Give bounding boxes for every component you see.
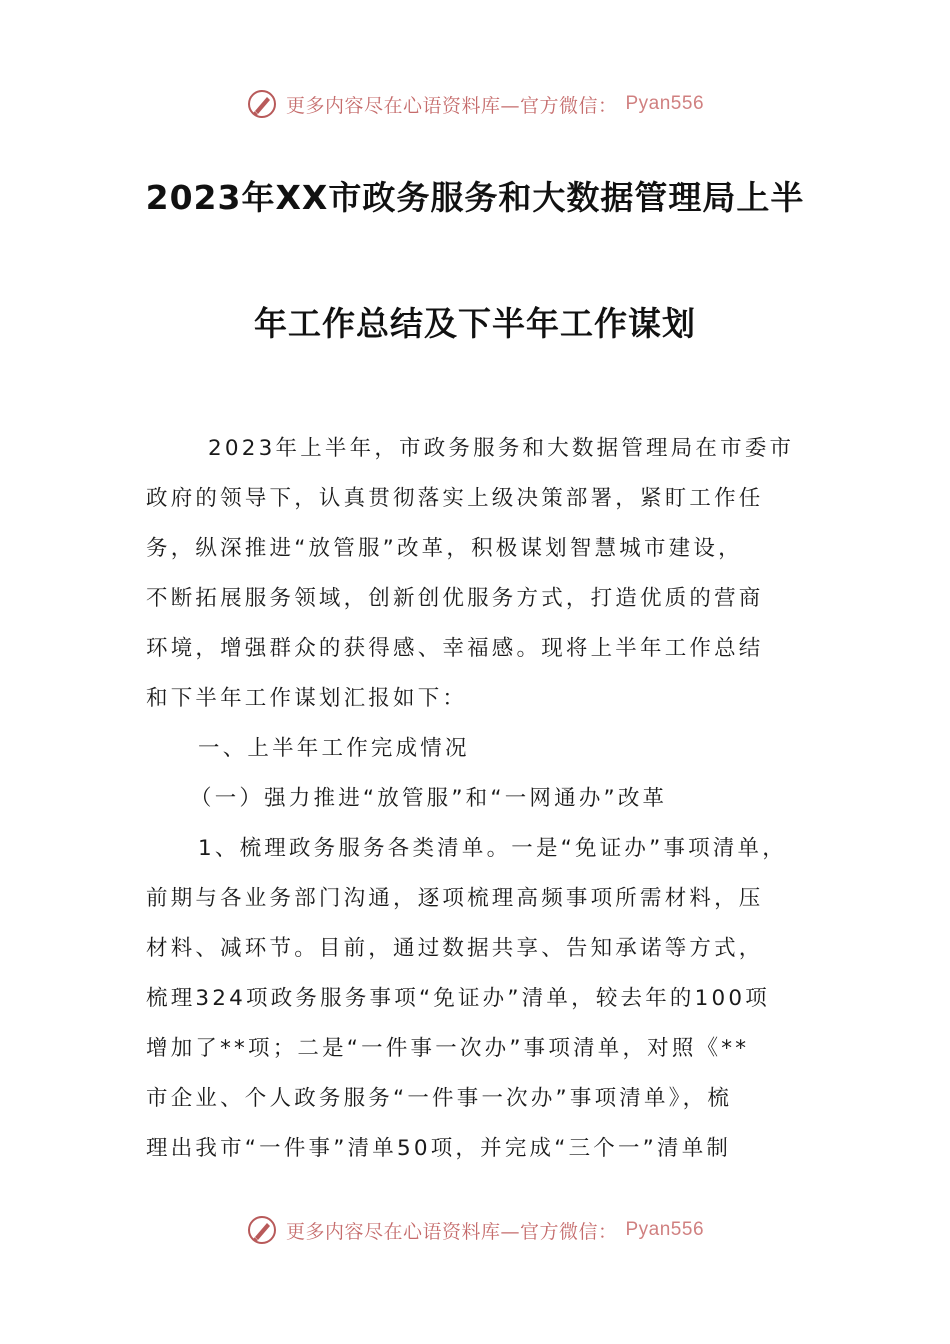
- watermark-wechat-id: Pyan556: [625, 1219, 705, 1240]
- document-body: [146, 424, 806, 1174]
- subsection-heading: （一）强力推进“放管服”和“一网通办”改革: [190, 786, 668, 811]
- body-line: 1、梳理政务服务各类清单。一是“免证办”事项清单，: [198, 836, 787, 861]
- pen-logo-icon: [246, 1214, 278, 1246]
- body-line: 理出我市“一件事”清单50项，并完成“三个一”清单制: [146, 1136, 732, 1161]
- body-line: 务，纵深推进“放管服”改革，积极谋划智慧城市建设，: [146, 536, 743, 561]
- footer-watermark: [0, 1212, 950, 1248]
- header-watermark: [0, 86, 950, 122]
- document-title-line-2: 年工作总结及下半年工作谋划: [254, 304, 696, 343]
- body-line: 市企业、个人政务服务“一件事一次办”事项清单》，梳: [146, 1086, 733, 1111]
- watermark-wechat-id: Pyan556: [625, 93, 705, 114]
- section-heading: 一、上半年工作完成情况: [198, 736, 470, 761]
- body-line: 不断拓展服务领域，创新创优服务方式，打造优质的营商: [146, 586, 764, 611]
- pen-logo-icon: [246, 88, 278, 120]
- body-line: 2023年上半年，市政务服务和大数据管理局在市委市: [208, 436, 795, 461]
- watermark-text: 更多内容尽在心语资料库—官方微信：: [285, 1220, 618, 1243]
- body-line: 梳理324项政务服务事项“免证办”清单，较去年的100项: [146, 986, 770, 1011]
- body-line: 前期与各业务部门沟通，逐项梳理高频事项所需材料，压: [146, 886, 764, 911]
- document-title-line-1: 2023年XX市政务服务和大数据管理局上半: [145, 178, 805, 217]
- body-line: 增加了**项；二是“一件事一次办”事项清单，对照《**: [146, 1036, 750, 1061]
- body-line: 和下半年工作谋划汇报如下：: [146, 686, 468, 711]
- watermark-text: 更多内容尽在心语资料库—官方微信：: [285, 94, 618, 117]
- body-line: 政府的领导下，认真贯彻落实上级决策部署，紧盯工作任: [146, 486, 764, 511]
- body-line: 环境，增强群众的获得感、幸福感。现将上半年工作总结: [146, 636, 764, 661]
- body-line: 材料、减环节。目前，通过数据共享、告知承诺等方式，: [146, 936, 764, 961]
